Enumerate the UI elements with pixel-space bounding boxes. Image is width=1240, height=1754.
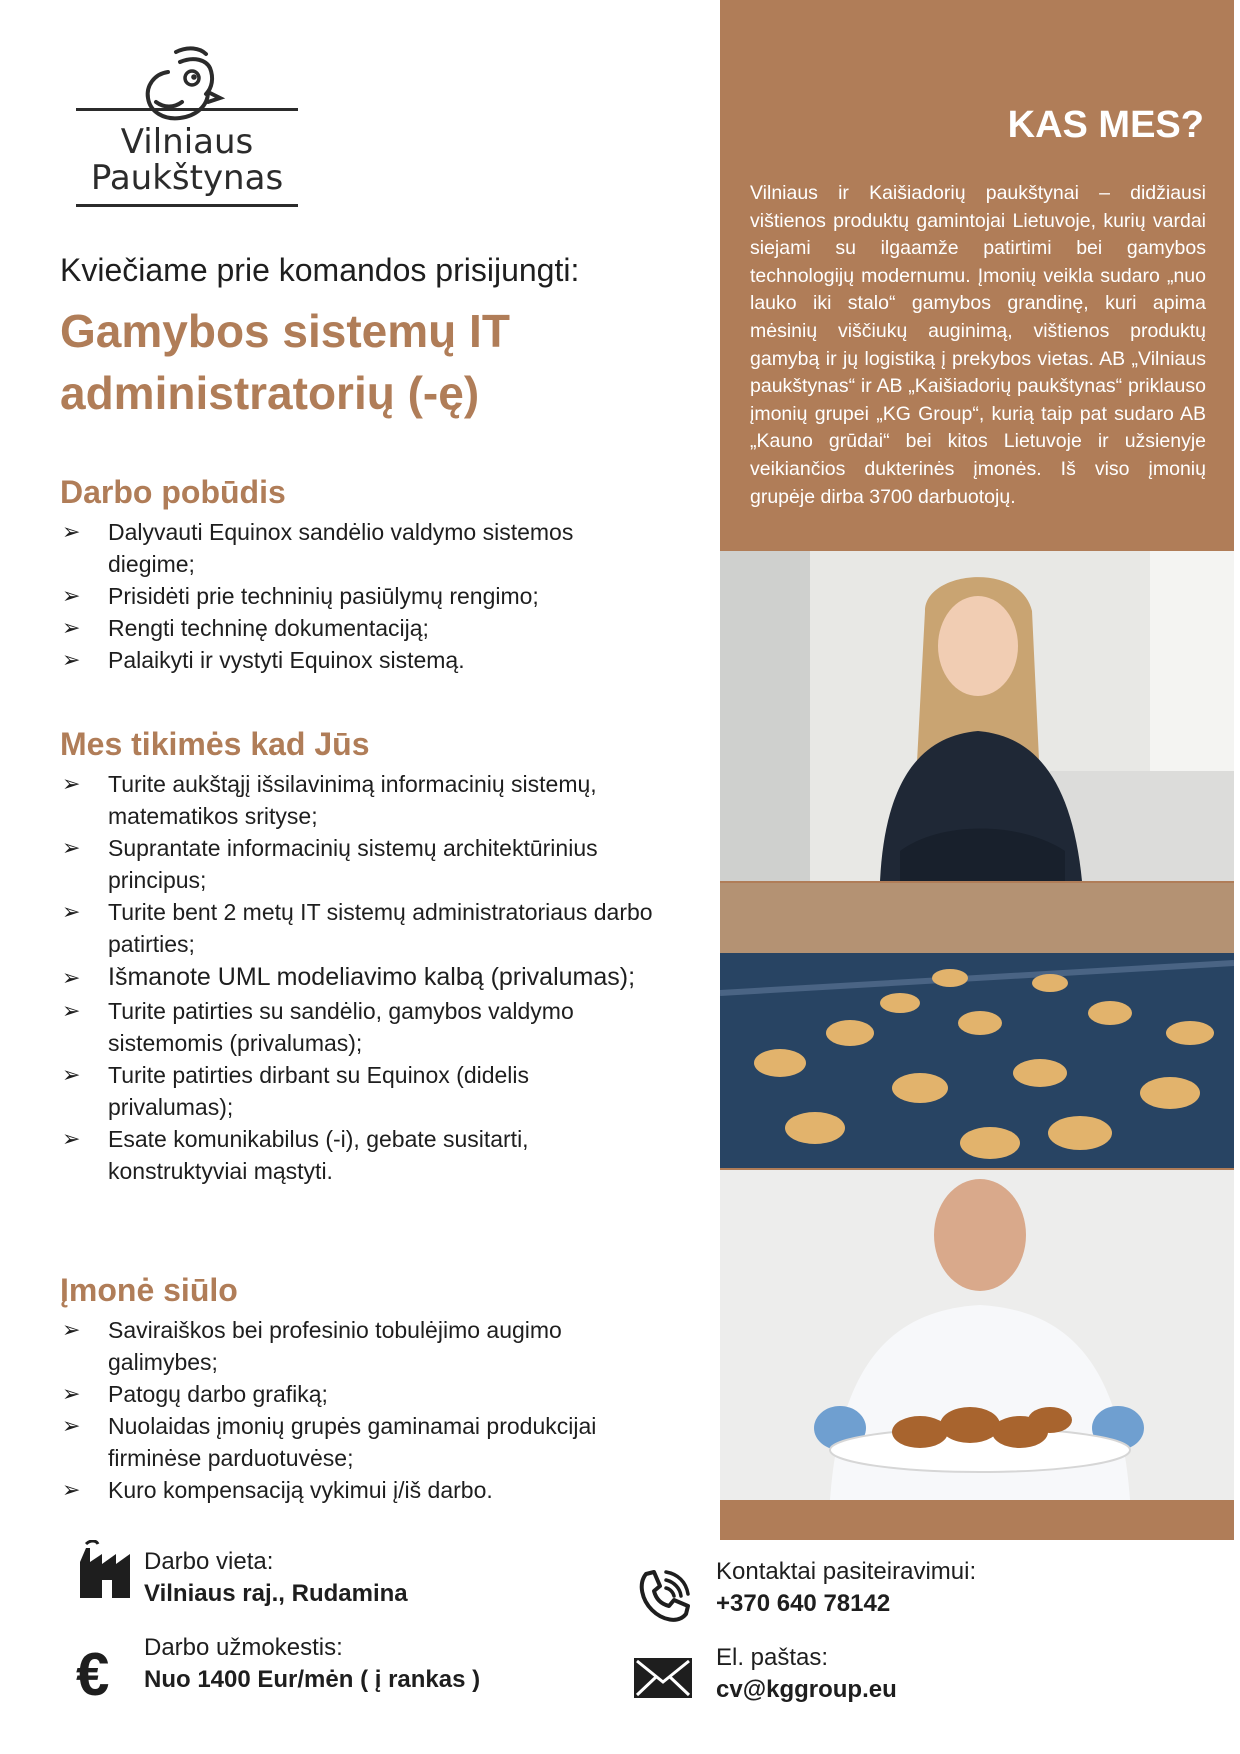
- list-item: ➢ Turite bent 2 metų IT sistemų administratoriaus darbo patirties;: [60, 896, 660, 960]
- section-title: Mes tikimės kad Jūs: [60, 726, 370, 762]
- arrow-bullet-icon: ➢: [62, 771, 81, 796]
- bullet-list: [60, 1314, 660, 1506]
- arrow-bullet-icon: ➢: [62, 998, 81, 1023]
- list-item: ➢ Saviraiškos bei profesinio tobulėjimo augimo galimybes;: [60, 1314, 660, 1378]
- location-label: Darbo vieta:: [144, 1548, 274, 1575]
- list-item: ➢ Turite patirties dirbant su Equinox (didelis privalumas);: [60, 1059, 660, 1123]
- list-item: ➢ Turite patirties su sandėlio, gamybos valdymo sistemomis (privalumas);: [60, 995, 660, 1059]
- euro-icon: €: [76, 1641, 110, 1708]
- logo-line-2: Paukštynas: [90, 158, 284, 198]
- list-item: ➢ Dalyvauti Equinox sandėlio valdymo sistemos diegime;: [60, 516, 660, 580]
- job-title-line-1: Gamybos sistemų IT: [60, 305, 510, 357]
- photo-production-line: [720, 883, 1234, 1168]
- list-item: ➢ Kuro kompensaciją vykimui į/iš darbo.: [60, 1474, 660, 1506]
- list-item: ➢ Prisidėti prie techninių pasiūlymų rengimo;: [60, 580, 660, 612]
- list-item: ➢ Turite aukštąjį išsilavinimą informacinių sistemų, matematikos srityse;: [60, 768, 660, 832]
- arrow-bullet-icon: ➢: [62, 1062, 81, 1087]
- section-job-nature: [60, 470, 660, 676]
- logo-rule-bottom: [76, 204, 298, 207]
- arrow-bullet-icon: ➢: [62, 1126, 81, 1151]
- arrow-bullet-icon: ➢: [62, 1381, 81, 1406]
- job-title-line-2: administratorių (-ę): [60, 367, 480, 419]
- invite-text: Kviečiame prie komandos prisijungti:: [60, 252, 580, 288]
- phone-link[interactable]: +370 640 78142: [716, 1590, 891, 1617]
- phone-label: Kontaktai pasiteiravimui:: [716, 1558, 977, 1585]
- about-text: Vilniaus ir Kaišiadorių paukštynai – didžiausi vištienos produktų gamintojai Lietuvoje, kurių vardai siejami su ilgaamže patirtimi bei gamybos technologijų modernumu. Įmonių veikla sudaro „nuo lauko iki stalo“ gamybos grandinę, kuri apima mėsinių viščiukų auginimą, vištienos produktų gamybą ir jų logistiką į prekybos vietas. AB „Vilniaus paukštynas“ ir AB „Kaišiadorių paukštynas“ priklauso įmonių grupei „KG Group“, kurią taip pat sudaro AB „Kauno grūdai“ bei kitos Lietuvoje ir užsienyje veikiančios dukterinės įmonės. Iš viso įmonių grupėje dirba 3700 darbuotojų.: [750, 182, 1206, 508]
- section-company-offers: [60, 1268, 660, 1506]
- list-item: ➢ Suprantate informacinių sistemų architektūrinius principus;: [60, 832, 660, 896]
- arrow-bullet-icon: ➢: [62, 519, 81, 544]
- arrow-bullet-icon: ➢: [62, 647, 81, 672]
- logo-rule-top: [76, 108, 298, 111]
- list-item: ➢ Patogų darbo grafiką;: [60, 1378, 660, 1410]
- section-title: Darbo pobūdis: [60, 474, 286, 510]
- about-title: KAS MES?: [1007, 104, 1204, 146]
- logo-line-1: Vilniaus: [120, 122, 254, 162]
- list-item: ➢ Nuolaidas įmonių grupės gaminamai produkcijai firminėse parduotuvėse;: [60, 1410, 660, 1474]
- phone-icon: [634, 1566, 694, 1626]
- email-label: El. paštas:: [716, 1644, 829, 1671]
- section-title: Įmonė siūlo: [60, 1272, 238, 1308]
- logo-wordmark: [76, 124, 298, 196]
- list-item: ➢ Palaikyti ir vystyti Equinox sistemą.: [60, 644, 660, 676]
- envelope-icon: [632, 1656, 694, 1700]
- arrow-bullet-icon: ➢: [62, 1413, 81, 1438]
- salary-label: Darbo užmokestis:: [144, 1634, 343, 1661]
- email-link[interactable]: cv@kggroup.eu: [716, 1676, 897, 1703]
- photo-employee-woman: [720, 551, 1234, 881]
- arrow-bullet-icon: ➢: [62, 583, 81, 608]
- arrow-bullet-icon: ➢: [62, 615, 81, 640]
- arrow-bullet-icon: ➢: [62, 1317, 81, 1342]
- salary-value: Nuo 1400 Eur/mėn ( į rankas ): [144, 1666, 481, 1693]
- bullet-list: [60, 516, 660, 676]
- arrow-bullet-icon: ➢: [62, 965, 81, 990]
- factory-icon: [76, 1540, 136, 1600]
- bullet-list: [60, 768, 660, 1187]
- photo-chef-with-plate: [720, 1170, 1234, 1500]
- list-item: ➢ Esate komunikabilus (-i), gebate susitarti, konstruktyviai mąstyti.: [60, 1123, 660, 1187]
- list-item: ➢ Išmanote UML modeliavimo kalbą (privalumas);: [60, 960, 660, 995]
- arrow-bullet-icon: ➢: [62, 899, 81, 924]
- job-title: [60, 300, 680, 424]
- location-value: Vilniaus raj., Rudamina: [144, 1580, 408, 1607]
- arrow-bullet-icon: ➢: [62, 835, 81, 860]
- arrow-bullet-icon: ➢: [62, 1477, 81, 1502]
- list-item: ➢ Rengti techninę dokumentaciją;: [60, 612, 660, 644]
- section-requirements: [60, 722, 660, 1187]
